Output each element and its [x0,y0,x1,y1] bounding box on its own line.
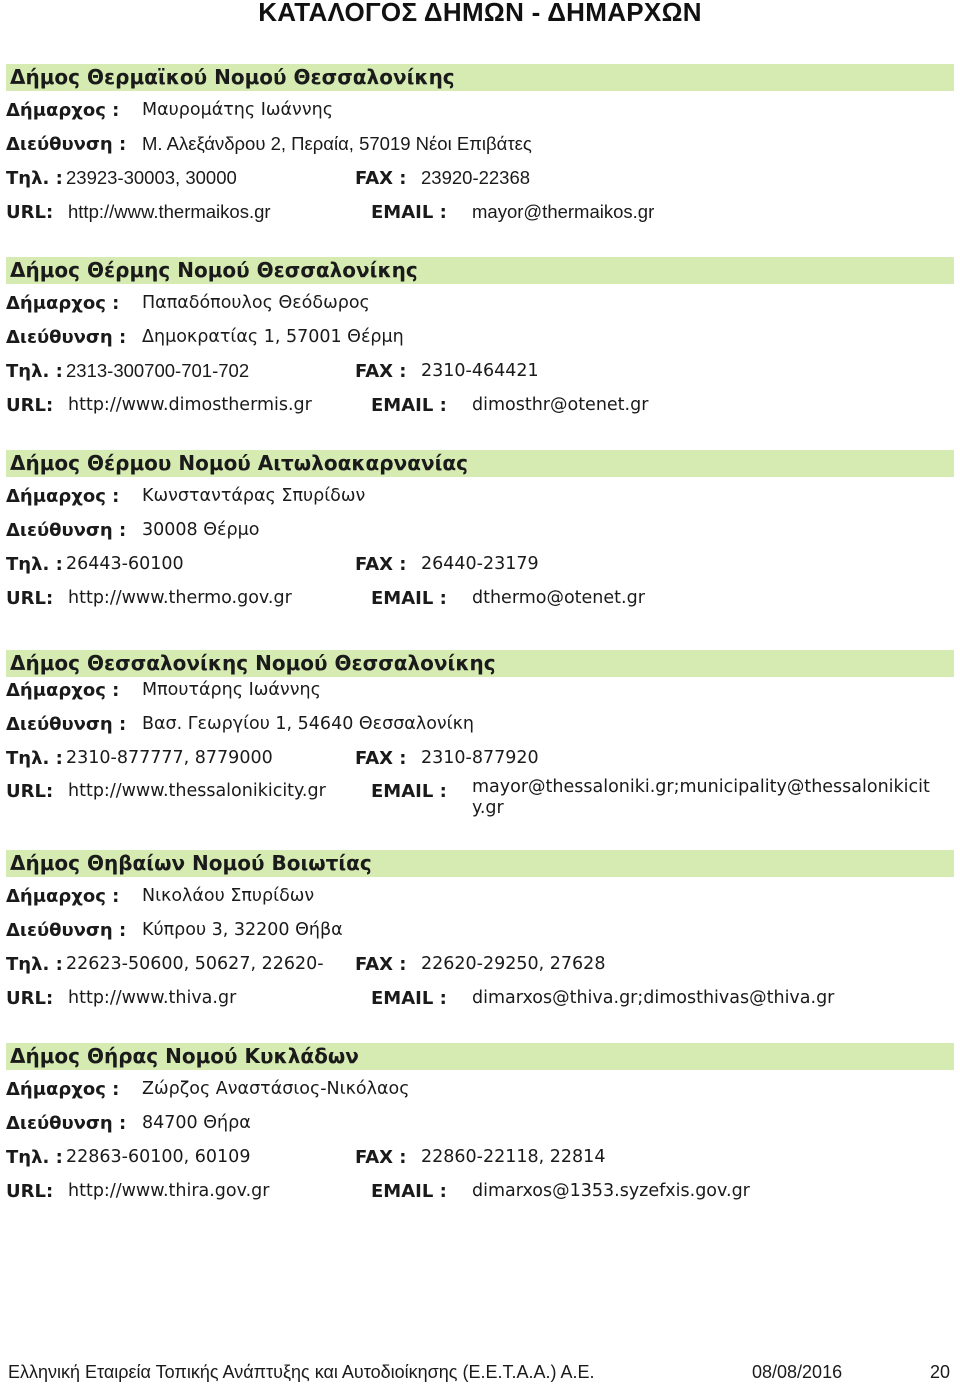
url-label: URL: [6,1181,54,1202]
mayor-label: Δήμαρχος : [6,293,120,314]
address-label: Διεύθυνση : [6,920,127,941]
fax-value: 2310-877920 [421,748,539,768]
fax-label: FAX : [355,954,407,975]
municipality-entry [6,650,954,818]
municipality-entry [6,850,954,1009]
phone-label: Τηλ. : [6,954,63,975]
url-label: URL: [6,395,54,416]
email-link[interactable]: mayor@thessaloniki.gr;municipality@thessalonikicit [472,777,930,797]
municipality-entry [6,64,954,223]
municipality-name: Δήμος Θεσσαλονίκης Νομού Θεσσαλονίκης [6,650,954,677]
address-value: Βασ. Γεωργίου 1, 54640 Θεσσαλονίκη [142,714,475,734]
fax-value: 22860-22118, 22814 [421,1147,606,1167]
fax-value: 23920-22368 [421,167,531,188]
phone-value: 23923-30003, 30000 [66,167,237,188]
fax-label: FAX : [355,168,407,189]
email-label: EMAIL : [371,1181,447,1202]
url-link[interactable]: http://www.thira.gov.gr [68,1181,270,1201]
municipality-name: Δήμος Θερμαϊκού Νομού Θεσσαλονίκης [6,64,954,91]
email-link[interactable]: dimarxos@thiva.gr;dimosthivas@thiva.gr [472,988,835,1008]
municipality-name: Δήμος Θέρμου Νομού Αιτωλοακαρνανίας [6,450,954,477]
fax-value: 26440-23179 [421,554,539,574]
fax-label: FAX : [355,554,407,575]
url-link[interactable]: http://www.thermo.gov.gr [68,588,292,608]
mayor-label: Δήμαρχος : [6,100,120,121]
address-value: 30008 Θέρμο [142,520,260,540]
municipality-entry [6,450,954,609]
address-value: Μ. Αλεξάνδρου 2, Περαία, 57019 Νέοι Επιβάτες [142,133,532,154]
url-label: URL: [6,588,54,609]
footer-organization: Ελληνική Εταιρεία Τοπικής Ανάπτυξης και Αυτοδιοίκησης (Ε.Ε.Τ.Α.Α.) Α.Ε. [8,1362,595,1382]
phone-value: 22623-50600, 50627, 22620- [66,954,324,974]
mayor-name: Παπαδόπουλος Θεόδωρος [142,293,370,313]
fax-label: FAX : [355,1147,407,1168]
mayor-name: Μαυρομάτης Ιωάννης [142,100,333,120]
phone-label: Τηλ. : [6,748,63,769]
fax-label: FAX : [355,361,407,382]
mayor-name: Ζώρζος Αναστάσιος-Νικόλαος [142,1079,410,1099]
footer-date: 08/08/2016 [752,1362,843,1382]
mayor-label: Δήμαρχος : [6,680,120,701]
phone-label: Τηλ. : [6,361,63,382]
mayor-name: Μπουτάρης Ιωάννης [142,680,321,700]
mayor-name: Νικολάου Σπυρίδων [142,886,315,906]
url-link[interactable]: http://www.thessalonikicity.gr [68,781,326,801]
mayor-label: Δήμαρχος : [6,1079,120,1100]
address-value: 84700 Θήρα [142,1113,251,1133]
municipality-entry [6,1043,954,1202]
email-label: EMAIL : [371,781,447,802]
address-value: Κύπρου 3, 32200 Θήβα [142,920,343,940]
municipality-name: Δήμος Θήρας Νομού Κυκλάδων [6,1043,954,1070]
municipality-name: Δήμος Θέρμης Νομού Θεσσαλονίκης [6,257,954,284]
email-link-continued[interactable]: y.gr [472,798,504,818]
address-value: Δημοκρατίας 1, 57001 Θέρμη [142,327,404,347]
page-title: ΚΑΤΑΛΟΓΟΣ ΔΗΜΩΝ - ΔΗΜΑΡΧΩΝ [258,0,702,27]
url-label: URL: [6,202,54,223]
phone-value: 26443-60100 [66,554,184,574]
email-link[interactable]: dthermo@otenet.gr [472,588,645,608]
phone-label: Τηλ. : [6,1147,63,1168]
mayor-name: Κωνσταντάρας Σπυρίδων [142,486,366,506]
email-link[interactable]: mayor@thermaikos.gr [472,201,655,222]
mayor-label: Δήμαρχος : [6,486,120,507]
url-link[interactable]: http://www.thermaikos.gr [68,201,271,222]
email-label: EMAIL : [371,202,447,223]
phone-label: Τηλ. : [6,554,63,575]
phone-label: Τηλ. : [6,168,63,189]
address-label: Διεύθυνση : [6,520,127,541]
fax-value: 2310-464421 [421,361,539,381]
email-label: EMAIL : [371,588,447,609]
fax-value: 22620-29250, 27628 [421,954,606,974]
address-label: Διεύθυνση : [6,1113,127,1134]
phone-value: 2310-877777, 8779000 [66,748,273,768]
phone-value: 22863-60100, 60109 [66,1147,251,1167]
email-label: EMAIL : [371,988,447,1009]
municipality-entry [6,257,954,416]
address-label: Διεύθυνση : [6,134,127,155]
address-label: Διεύθυνση : [6,714,127,735]
mayor-label: Δήμαρχος : [6,886,120,907]
url-link[interactable]: http://www.dimosthermis.gr [68,395,312,415]
url-label: URL: [6,988,54,1009]
municipality-name: Δήμος Θηβαίων Νομού Βοιωτίας [6,850,954,877]
email-label: EMAIL : [371,395,447,416]
url-label: URL: [6,781,54,802]
page-number: 20 [930,1362,951,1382]
address-label: Διεύθυνση : [6,327,127,348]
email-link[interactable]: dimarxos@1353.syzefxis.gov.gr [472,1181,750,1201]
fax-label: FAX : [355,748,407,769]
url-link[interactable]: http://www.thiva.gr [68,988,237,1008]
email-link[interactable]: dimosthr@otenet.gr [472,395,649,415]
phone-value: 2313-300700-701-702 [66,360,250,381]
